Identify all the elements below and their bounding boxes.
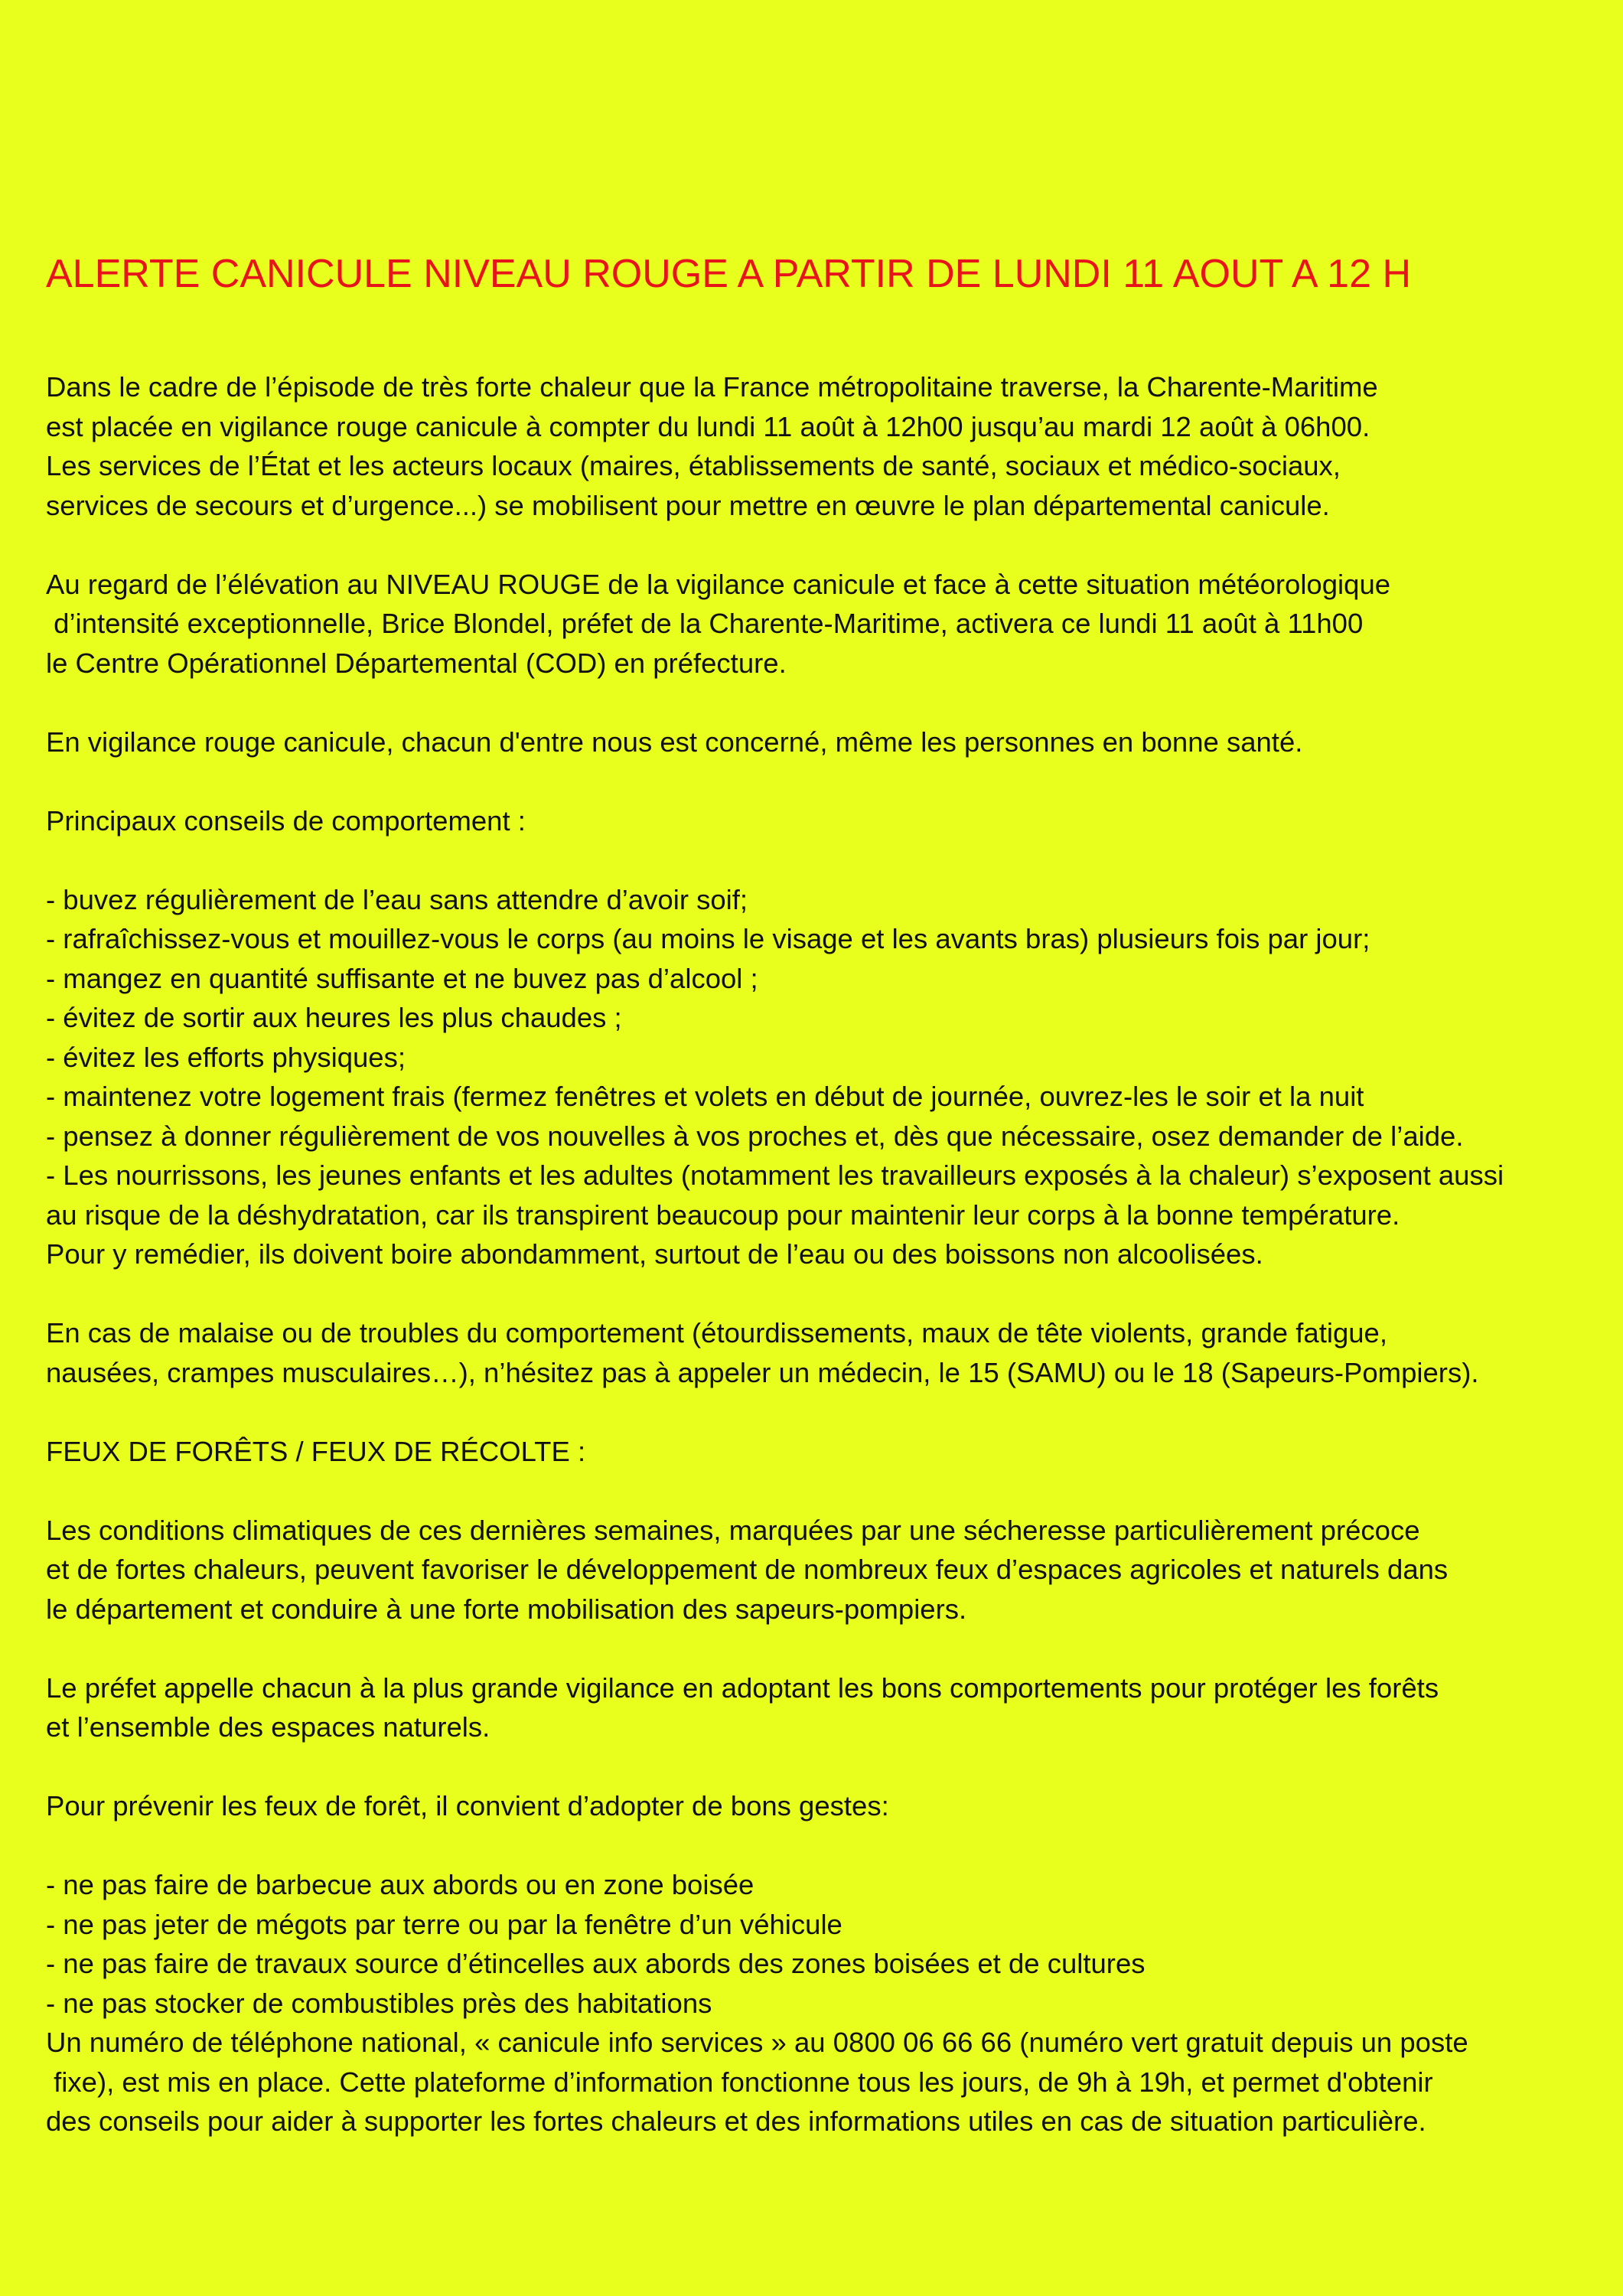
list-item: - buvez régulièrement de l’eau sans attendre d’avoir soif; [46,883,748,915]
prefect-call-paragraph [46,1668,1592,1747]
concerned-paragraph [46,722,1592,762]
list-item: au risque de la déshydratation, car ils transpirent beaucoup pour maintenir leur corps à la bonne température. [46,1199,1400,1231]
text-line: d’intensité exceptionnelle, Brice Blondel, préfet de la Charente-Maritime, activera ce lundi 11 août à 11h00 [46,608,1364,639]
text-line: nausées, crampes musculaires…), n’hésitez pas à appeler un médecin, le 15 (SAMU) ou le 18 (Sapeurs-Pompiers). [46,1356,1479,1388]
paragraph-gap [46,1392,1592,1432]
prevent-heading [46,1786,1592,1826]
list-item: - ne pas stocker de combustibles près des habitations [46,1987,712,2019]
text-line: Un numéro de téléphone national, « canicule info services » au 0800 06 66 66 (numéro vert gratuit depuis un poste [46,2027,1468,2058]
paragraph-gap [46,1826,1592,1866]
list-item: - Les nourrissons, les jeunes enfants et les adultes (notamment les travailleurs exposés à la chaleur) s’exposent aussi [46,1159,1504,1191]
list-item: - évitez les efforts physiques; [46,1041,406,1073]
list-item: - pensez à donner régulièrement de vos nouvelles à vos proches et, dès que nécessaire, osez demander de l’aide. [46,1120,1464,1152]
text-line: le Centre Opérationnel Départemental (COD) en préfecture. [46,647,787,679]
alert-title: ALERTE CANICULE NIVEAU ROUGE A PARTIR DE LUNDI 11 AOUT A 12 H [46,252,1411,296]
text-line: et l’ensemble des espaces naturels. [46,1711,490,1743]
paragraph-gap [46,525,1592,565]
text-line: et de fortes chaleurs, peuvent favoriser le développement de nombreux feux d’espaces agricoles et naturels dans [46,1554,1449,1585]
text-line: des conseils pour aider à supporter les fortes chaleurs et des informations utiles en cas de situation particulière. [46,2105,1426,2137]
text-line: En vigilance rouge canicule, chacun d'entre nous est concerné, même les personnes en bonne santé. [46,726,1303,758]
intro-paragraph [46,367,1592,525]
text-line: le département et conduire à une forte mobilisation des sapeurs-pompiers. [46,1593,967,1625]
prevent-list [46,1865,1592,2023]
list-item: Pour y remédier, ils doivent boire abondamment, surtout de l’eau ou des boissons non alcoolisées. [46,1238,1263,1270]
malaise-paragraph [46,1313,1592,1392]
info-number-paragraph [46,2023,1592,2141]
text-line: FEUX DE FORÊTS / FEUX DE RÉCOLTE : [46,1435,586,1467]
fire-heading [46,1432,1592,1472]
paragraph-gap [46,1471,1592,1511]
cod-paragraph [46,565,1592,683]
list-item: - évitez de sortir aux heures les plus chaudes ; [46,1002,622,1033]
text-line: services de secours et d’urgence...) se mobilisent pour mettre en œuvre le plan départemental canicule. [46,489,1330,521]
list-item: - ne pas faire de barbecue aux abords ou en zone boisée [46,1869,754,1900]
text-line: Pour prévenir les feux de forêt, il convient d’adopter de bons gestes: [46,1790,889,1821]
advice-list [46,880,1592,1274]
list-item: - mangez en quantité suffisante et ne buvez pas d’alcool ; [46,962,758,994]
text-line: est placée en vigilance rouge canicule à compter du lundi 11 août à 12h00 jusqu’au mardi 12 août à 06h00. [46,410,1370,442]
text-line: Dans le cadre de l’épisode de très forte chaleur que la France métropolitaine traverse, la Charente-Maritime [46,371,1378,403]
paragraph-gap [46,1274,1592,1314]
text-line: En cas de malaise ou de troubles du comportement (étourdissements, maux de tête violents, grande fatigue, [46,1317,1387,1349]
list-item: - ne pas jeter de mégots par terre ou par la fenêtre d’un véhicule [46,1908,842,1940]
list-item: - ne pas faire de travaux source d’étincelles aux abords des zones boisées et de cultures [46,1948,1146,1979]
text-line: Les services de l’État et les acteurs locaux (maires, établissements de santé, sociaux et médico-sociaux, [46,450,1341,481]
text-line: Les conditions climatiques de ces dernières semaines, marquées par une sécheresse particulièrement précoce [46,1514,1420,1546]
text-line: Principaux conseils de comportement : [46,804,526,837]
list-item: - maintenez votre logement frais (fermez fenêtres et volets en début de journée, ouvrez-les le soir et la nuit [46,1081,1364,1112]
fire-conditions-paragraph [46,1511,1592,1629]
advice-heading [46,801,1592,841]
text-line: Le préfet appelle chacun à la plus grande vigilance en adoptant les bons comportements pour protéger les forêts [46,1671,1439,1704]
paragraph-gap [46,1747,1592,1787]
paragraph-gap [46,762,1592,801]
text-line: Au regard de l’élévation au NIVEAU ROUGE de la vigilance canicule et face à cette situation météorologique [46,568,1391,600]
list-item: - rafraîchissez-vous et mouillez-vous le corps (au moins le visage et les avants bras) plusieurs fois par jour; [46,923,1370,954]
text-line: fixe), est mis en place. Cette plateforme d’information fonctionne tous les jours, de 9h à 19h, et permet d'obtenir [46,2066,1433,2098]
paragraph-gap [46,840,1592,880]
paragraph-gap [46,683,1592,722]
paragraph-gap [46,1629,1592,1668]
